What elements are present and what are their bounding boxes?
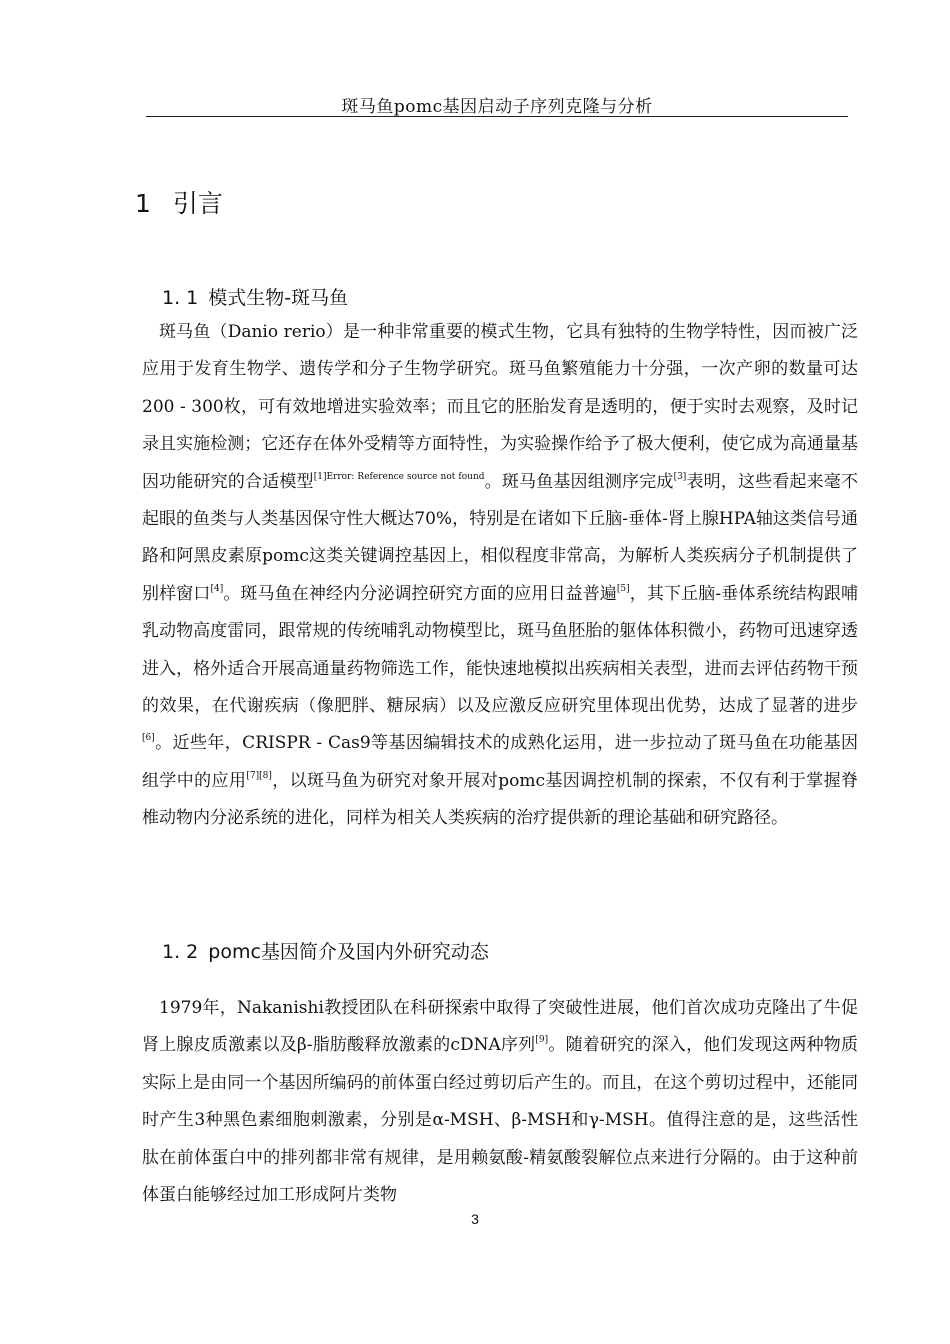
citation: [4] bbox=[210, 583, 224, 594]
citation: [6] bbox=[142, 733, 155, 744]
section-title: pomc基因简介及国内外研究动态 bbox=[208, 941, 489, 963]
text-run: 。随着研究的深入，他们发现这两种物质实际上是由同一个基因所编码的前体蛋白经过剪切后产生的。而且，在这个剪切过程中，还能同时产生3种黑色素细胞刺激素，分别是α-MSH、β-MSH和γ-MSH。值得注意的是，这些活性肽在前体蛋白中的排列都非常有规律，是用赖氨酸-精氨酸裂解位点来进行分隔的。由于这种前体蛋白能够经过加工形成阿片类物 bbox=[142, 1035, 859, 1206]
chapter-title: 引言 bbox=[172, 189, 223, 218]
section-number: 1. 2 bbox=[162, 941, 199, 963]
running-header: 斑马鱼pomc基因启动子序列克隆与分析 bbox=[341, 97, 653, 117]
page-number: 3 bbox=[471, 1211, 479, 1227]
section-number: 1. 1 bbox=[162, 287, 199, 309]
citation: [3] bbox=[673, 471, 687, 482]
section-heading-1-2 bbox=[162, 937, 489, 964]
citation: [1]Error: Reference source not found bbox=[313, 471, 485, 482]
paragraph-pomc bbox=[142, 990, 858, 1214]
section-heading-1-1 bbox=[162, 283, 348, 310]
paragraph-zebrafish bbox=[142, 314, 858, 838]
chapter-heading bbox=[135, 184, 223, 220]
text-run: 。斑马鱼基因组测序完成 bbox=[484, 471, 674, 492]
text-run: 。斑马鱼在神经内分泌调控研究方面的应用日益普遍 bbox=[223, 583, 617, 604]
citation: [5] bbox=[616, 583, 630, 594]
citation: [7][8] bbox=[246, 770, 272, 781]
header-rule bbox=[146, 116, 848, 117]
text-run: ，其下丘脑-垂体系统结构跟哺乳动物高度雷同，跟常规的传统哺乳动物模型比，斑马鱼胚胎的躯体体积微小，药物可迅速穿透进入，格外适合开展高通量药物筛选工作，能快速地模拟出疾病相关表型，进而去评估药物干预的效果，在代谢疾病（像肥胖、糖尿病）以及应激反应研究里体现出优势，达成了显著的进步 bbox=[142, 583, 858, 717]
text-run: 。近些年，CRISPR - Cas9等基因编辑技术的成熟化运用，进一步拉动了斑马鱼在功能基因组学中的应用 bbox=[142, 733, 858, 791]
section-title: 模式生物-斑马鱼 bbox=[208, 287, 349, 309]
text-run: 斑马鱼（Danio rerio）是一种非常重要的模式生物，它具有独特的生物学特性，因而被广泛应用于发育生物学、遗传学和分子生物学研究。斑马鱼繁殖能力十分强，一次产卵的数量可达200 - 300枚，可有效地增进实验效率；而且它的胚胎发育是透明的，便于实时去观察，及时记录且实施检测；它还存在体外受精等方面特性，为实验操作给予了极大便利，使它成为高通量基因功能研究的合适模型 bbox=[142, 322, 858, 492]
text-run: 表明，这些看起来毫不起眼的鱼类与人类基因保守性大概达70%，特别是在诸如下丘脑-垂体-肾上腺HPA轴这类信号通路和阿黑皮素原pomc这类关键调控基因上，相似程度非常高，为解析人类疾病分子机制提供了别样窗口 bbox=[142, 471, 859, 604]
chapter-number: 1 bbox=[135, 189, 151, 218]
text-run: ，以斑马鱼为研究对象开展对pomc基因调控机制的探索，不仅有利于掌握脊椎动物内分泌系统的进化，同样为相关人类疾病的治疗提供新的理论基础和研究路径。 bbox=[142, 770, 858, 829]
text-run: 1979年，Nakanishi教授团队在科研探索中取得了突破性进展，他们首次成功克隆出了牛促肾上腺皮质激素以及β-脂肪酸释放激素的cDNA序列 bbox=[142, 998, 858, 1056]
citation: [9] bbox=[535, 1035, 549, 1046]
